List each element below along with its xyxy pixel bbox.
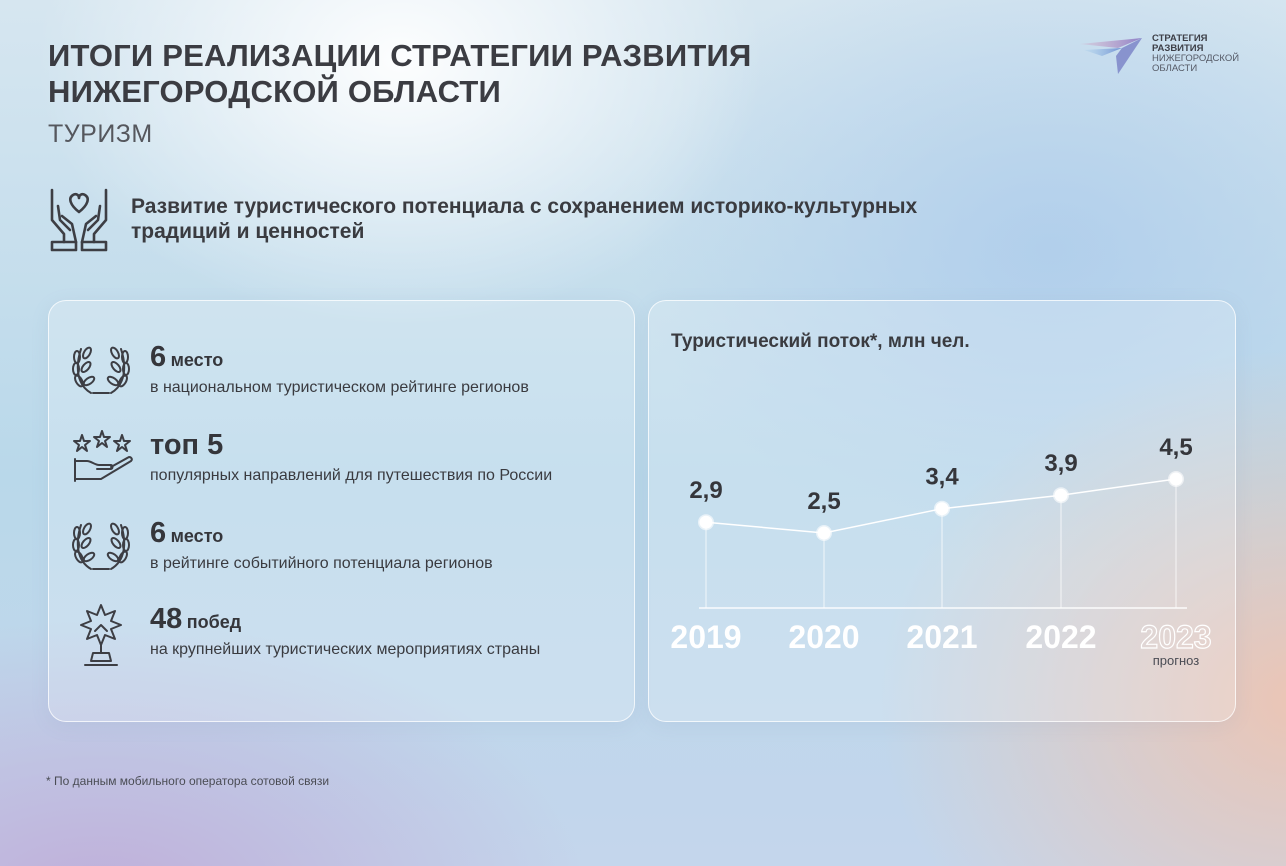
chart-x-tick-label: 2022 [1025,619,1097,655]
stats-card [48,300,635,722]
chart-data-label: 3,9 [1044,450,1078,478]
stat-description: в рейтинге событийного потенциала регионов [150,555,493,572]
stat-unit: место [170,526,224,546]
stat-item [49,429,636,509]
stat-value [150,341,223,374]
stat-number: топ 5 [150,429,224,461]
chart-data-label: 2,9 [689,477,723,505]
laurel-wreath-icon [71,517,131,580]
page-subtitle: ТУРИЗМ [48,120,153,148]
strategy-logo-icon [1078,34,1146,78]
chart-point [818,527,831,540]
stat-value [150,603,241,636]
trophy-icon [71,603,131,674]
chart-x-tick-label: 2023 [1140,619,1212,655]
theme-text: Развитие туристического потенциала с сохранением историко-культурных традиций и ценностей [131,195,918,243]
stat-unit: побед [186,612,242,632]
page-title-line-1: ИТОГИ РЕАЛИЗАЦИИ СТРАТЕГИИ РАЗВИТИЯ [48,38,752,73]
stat-number: 6 [150,517,167,549]
stat-item [49,517,636,597]
chart-point [1170,473,1183,486]
stat-description: в национальном туристическом рейтинге регионов [150,379,529,396]
logo-line-3: НИЖЕГОРОДСКОЙ [1152,53,1240,64]
chart-forecast-note: прогноз [1152,653,1200,668]
stat-value [150,517,223,550]
stat-number: 6 [150,341,167,373]
strategy-logo [1078,32,1248,80]
page-title-line-2: НИЖЕГОРОДСКОЙ ОБЛАСТИ [48,74,502,109]
stat-description: на крупнейших туристических мероприятиях страны [150,641,541,658]
chart-data-label: 3,4 [925,463,959,491]
heart-in-hands-icon [48,186,112,257]
chart-point [700,516,713,529]
chart-data-label: 4,5 [1159,434,1193,461]
chart-x-tick-label: 2019 [670,619,742,655]
chart-x-tick-label: 2020 [788,619,860,655]
chart-title: Туристический поток*, млн чел. [671,331,970,352]
stat-description: популярных направлений для путешествия по России [150,467,553,484]
chart-card [648,300,1236,722]
chart-point [1055,489,1068,502]
stars-in-hand-icon [71,429,135,492]
footnote: * По данным мобильного оператора сотовой связи [46,774,330,788]
stat-item [49,341,636,421]
logo-line-2: РАЗВИТИЯ [1152,43,1204,54]
stat-number: 48 [150,603,183,635]
stat-unit: место [170,350,224,370]
chart-data-label: 2,5 [807,488,841,515]
logo-line-4: ОБЛАСТИ [1152,63,1198,74]
chart-point [936,502,949,515]
laurel-wreath-icon [71,341,131,404]
chart-x-tick-label: 2021 [906,619,978,655]
stat-value [150,429,223,462]
logo-line-1: СТРАТЕГИЯ [1152,33,1208,44]
tourist-flow-chart [649,301,1237,723]
page-title [48,38,751,110]
stat-item [49,603,636,683]
